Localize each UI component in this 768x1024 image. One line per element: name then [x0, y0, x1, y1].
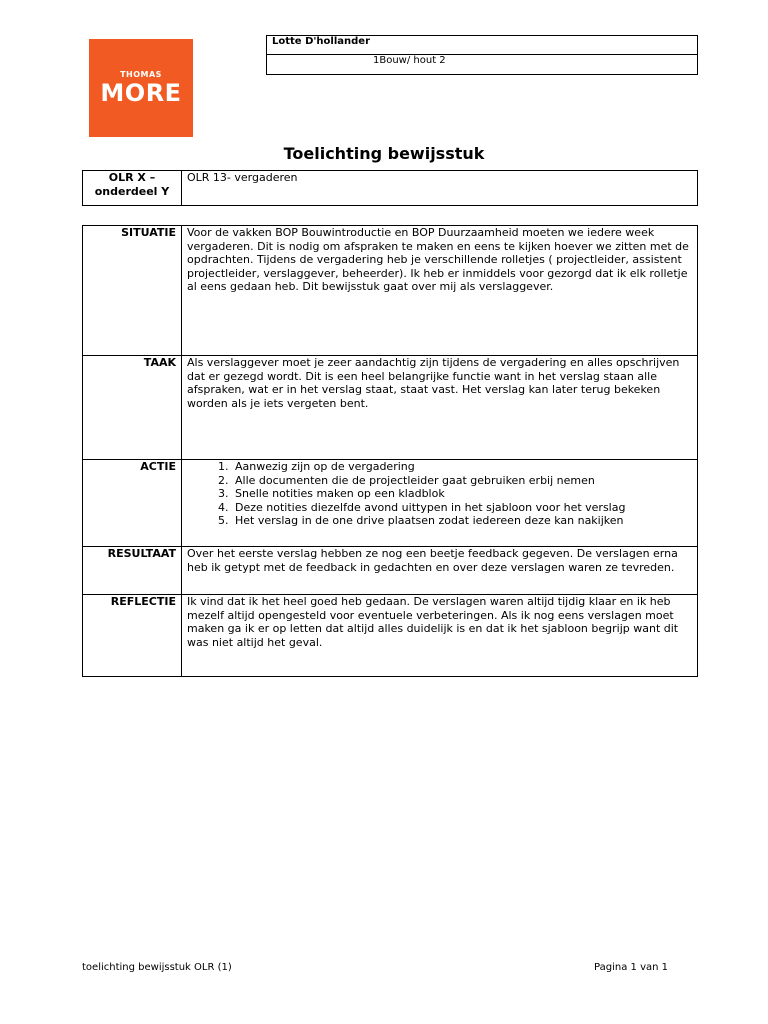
olr-table: [82, 170, 698, 206]
list-item: 3. Snelle notities maken op een kladblok: [232, 487, 692, 501]
thomas-more-logo: [89, 39, 193, 137]
list-item: 1. Aanwezig zijn op de vergadering: [232, 460, 692, 474]
actie-cell: [182, 460, 698, 547]
actie-list: [187, 460, 692, 528]
situatie-label: SITUATIE: [83, 226, 182, 356]
list-item: 4. Deze notities diezelfde avond uittypen in het sjabloon voor het verslag: [232, 501, 692, 515]
olr-label: OLR X – onderdeel Y: [83, 171, 182, 206]
reflectie-label: REFLECTIE: [83, 595, 182, 677]
logo-line-1: THOMAS: [120, 70, 162, 79]
logo-line-2: MORE: [100, 79, 182, 107]
star-table: [82, 225, 698, 677]
list-item: 5. Het verslag in de one drive plaatsen zodat iedereen deze kan nakijken: [232, 514, 692, 528]
taak-text: Als verslaggever moet je zeer aandachtig zijn tijdens de vergadering en alles opschrijven dat er gezegd wordt. Dit is een heel belangrijke functie want in het verslag staan alle afspraken, wat er in het verslag staat, staat vast. Het verslag kan later terug bekeken worden als je iets vergeten bent.: [182, 356, 698, 460]
taak-label: TAAK: [83, 356, 182, 460]
page-title: Toelichting bewijsstuk: [283, 144, 485, 163]
student-name: Lotte D'hollander: [267, 36, 698, 55]
resultaat-text: Over het eerste verslag hebben ze nog een beetje feedback gegeven. De verslagen erna heb ik getypt met de feedback in gedachten en over deze verslagen waren ze tevreden.: [182, 547, 698, 595]
footer-page-number: Pagina 1 van 1: [594, 962, 668, 973]
student-class: 1Bouw/ hout 2: [267, 55, 698, 75]
actie-label: ACTIE: [83, 460, 182, 547]
situatie-text: Voor de vakken BOP Bouwintroductie en BOP Duurzaamheid moeten we iedere week vergaderen. Dit is nodig om afspraken te maken en eens te kijken hoever we zitten met de opdrachten. Tijdens de vergadering heb je verschillende rolletjes ( projectleider, assistent projectleider, verslaggever, beheerder). Ik heb er inmiddels voor gezorgd dat ik elk rolletje al eens gedaan heb. Dit bewijsstuk gaat over mij als verslaggever.: [182, 226, 698, 356]
footer-document-name: toelichting bewijsstuk OLR (1): [82, 962, 232, 973]
list-item: 2. Alle documenten die de projectleider gaat gebruiken erbij nemen: [232, 474, 692, 488]
resultaat-label: RESULTAAT: [83, 547, 182, 595]
student-info-table: [266, 35, 698, 75]
reflectie-text: Ik vind dat ik het heel goed heb gedaan. De verslagen waren altijd tijdig klaar en ik heb mezelf altijd opengesteld voor eventuele verbeteringen. Als ik nog eens verslagen moet maken ga ik er op letten dat altijd alles duidelijk is en dat ik het sjabloon begrijp want dit was niet altijd het geval.: [182, 595, 698, 677]
olr-value: OLR 13- vergaderen: [182, 171, 698, 206]
